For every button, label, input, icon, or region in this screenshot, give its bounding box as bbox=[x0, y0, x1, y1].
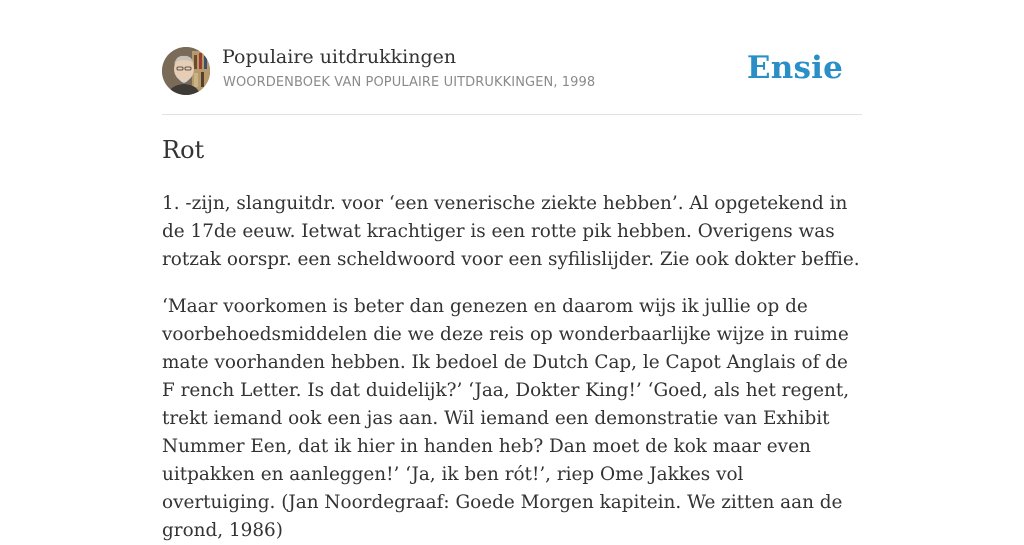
entry-definition: 1. -zijn, slanguitdr. voor ‘een venerische ziekte hebben’. Al opgetekend in de 17de eeuw. Ietwat krachtiger is een rotte pik hebben. Overigens was rotzak oorspr. een scheldwoord voor een syfilislijder. Zie ook dokter beffie. bbox=[162, 193, 860, 270]
source-subtitle: WOORDENBOEK VAN POPULAIRE UITDRUKKINGEN, 1998 bbox=[223, 75, 596, 90]
entry-quote: ‘Maar voorkomen is beter dan genezen en daarom wijs ik jullie op de voorbehoedsmiddelen die we deze reis op wonderbaarlijke wijze in ruime mate voorhanden hebben. Ik bedoel de Dutch Cap, le Capot Anglais of de F rench Letter. Is dat duidelijk?’ ‘Jaa, Dokter King!’ ‘Goed, als het regent, trekt iemand ook een jas aan. Wil iemand een demonstratie van Exhibit Nummer Een, dat ik hier in handen heb? Dan moet de kok maar even uitpakken en aanleggen!’ ‘Ja, ik ben rót!’, riep Ome Jakkes vol overtuiging. (Jan Noordegraaf: Goede Morgen kapitein. We zitten aan de grond, 1986) bbox=[162, 296, 850, 541]
source-title[interactable]: Populaire uitdrukkingen bbox=[222, 46, 457, 68]
portrait-icon bbox=[162, 47, 210, 95]
source-header bbox=[162, 46, 862, 115]
entry-title: Rot bbox=[162, 136, 205, 164]
author-avatar[interactable] bbox=[162, 47, 210, 95]
ensie-logo[interactable]: Ensie bbox=[746, 50, 843, 86]
